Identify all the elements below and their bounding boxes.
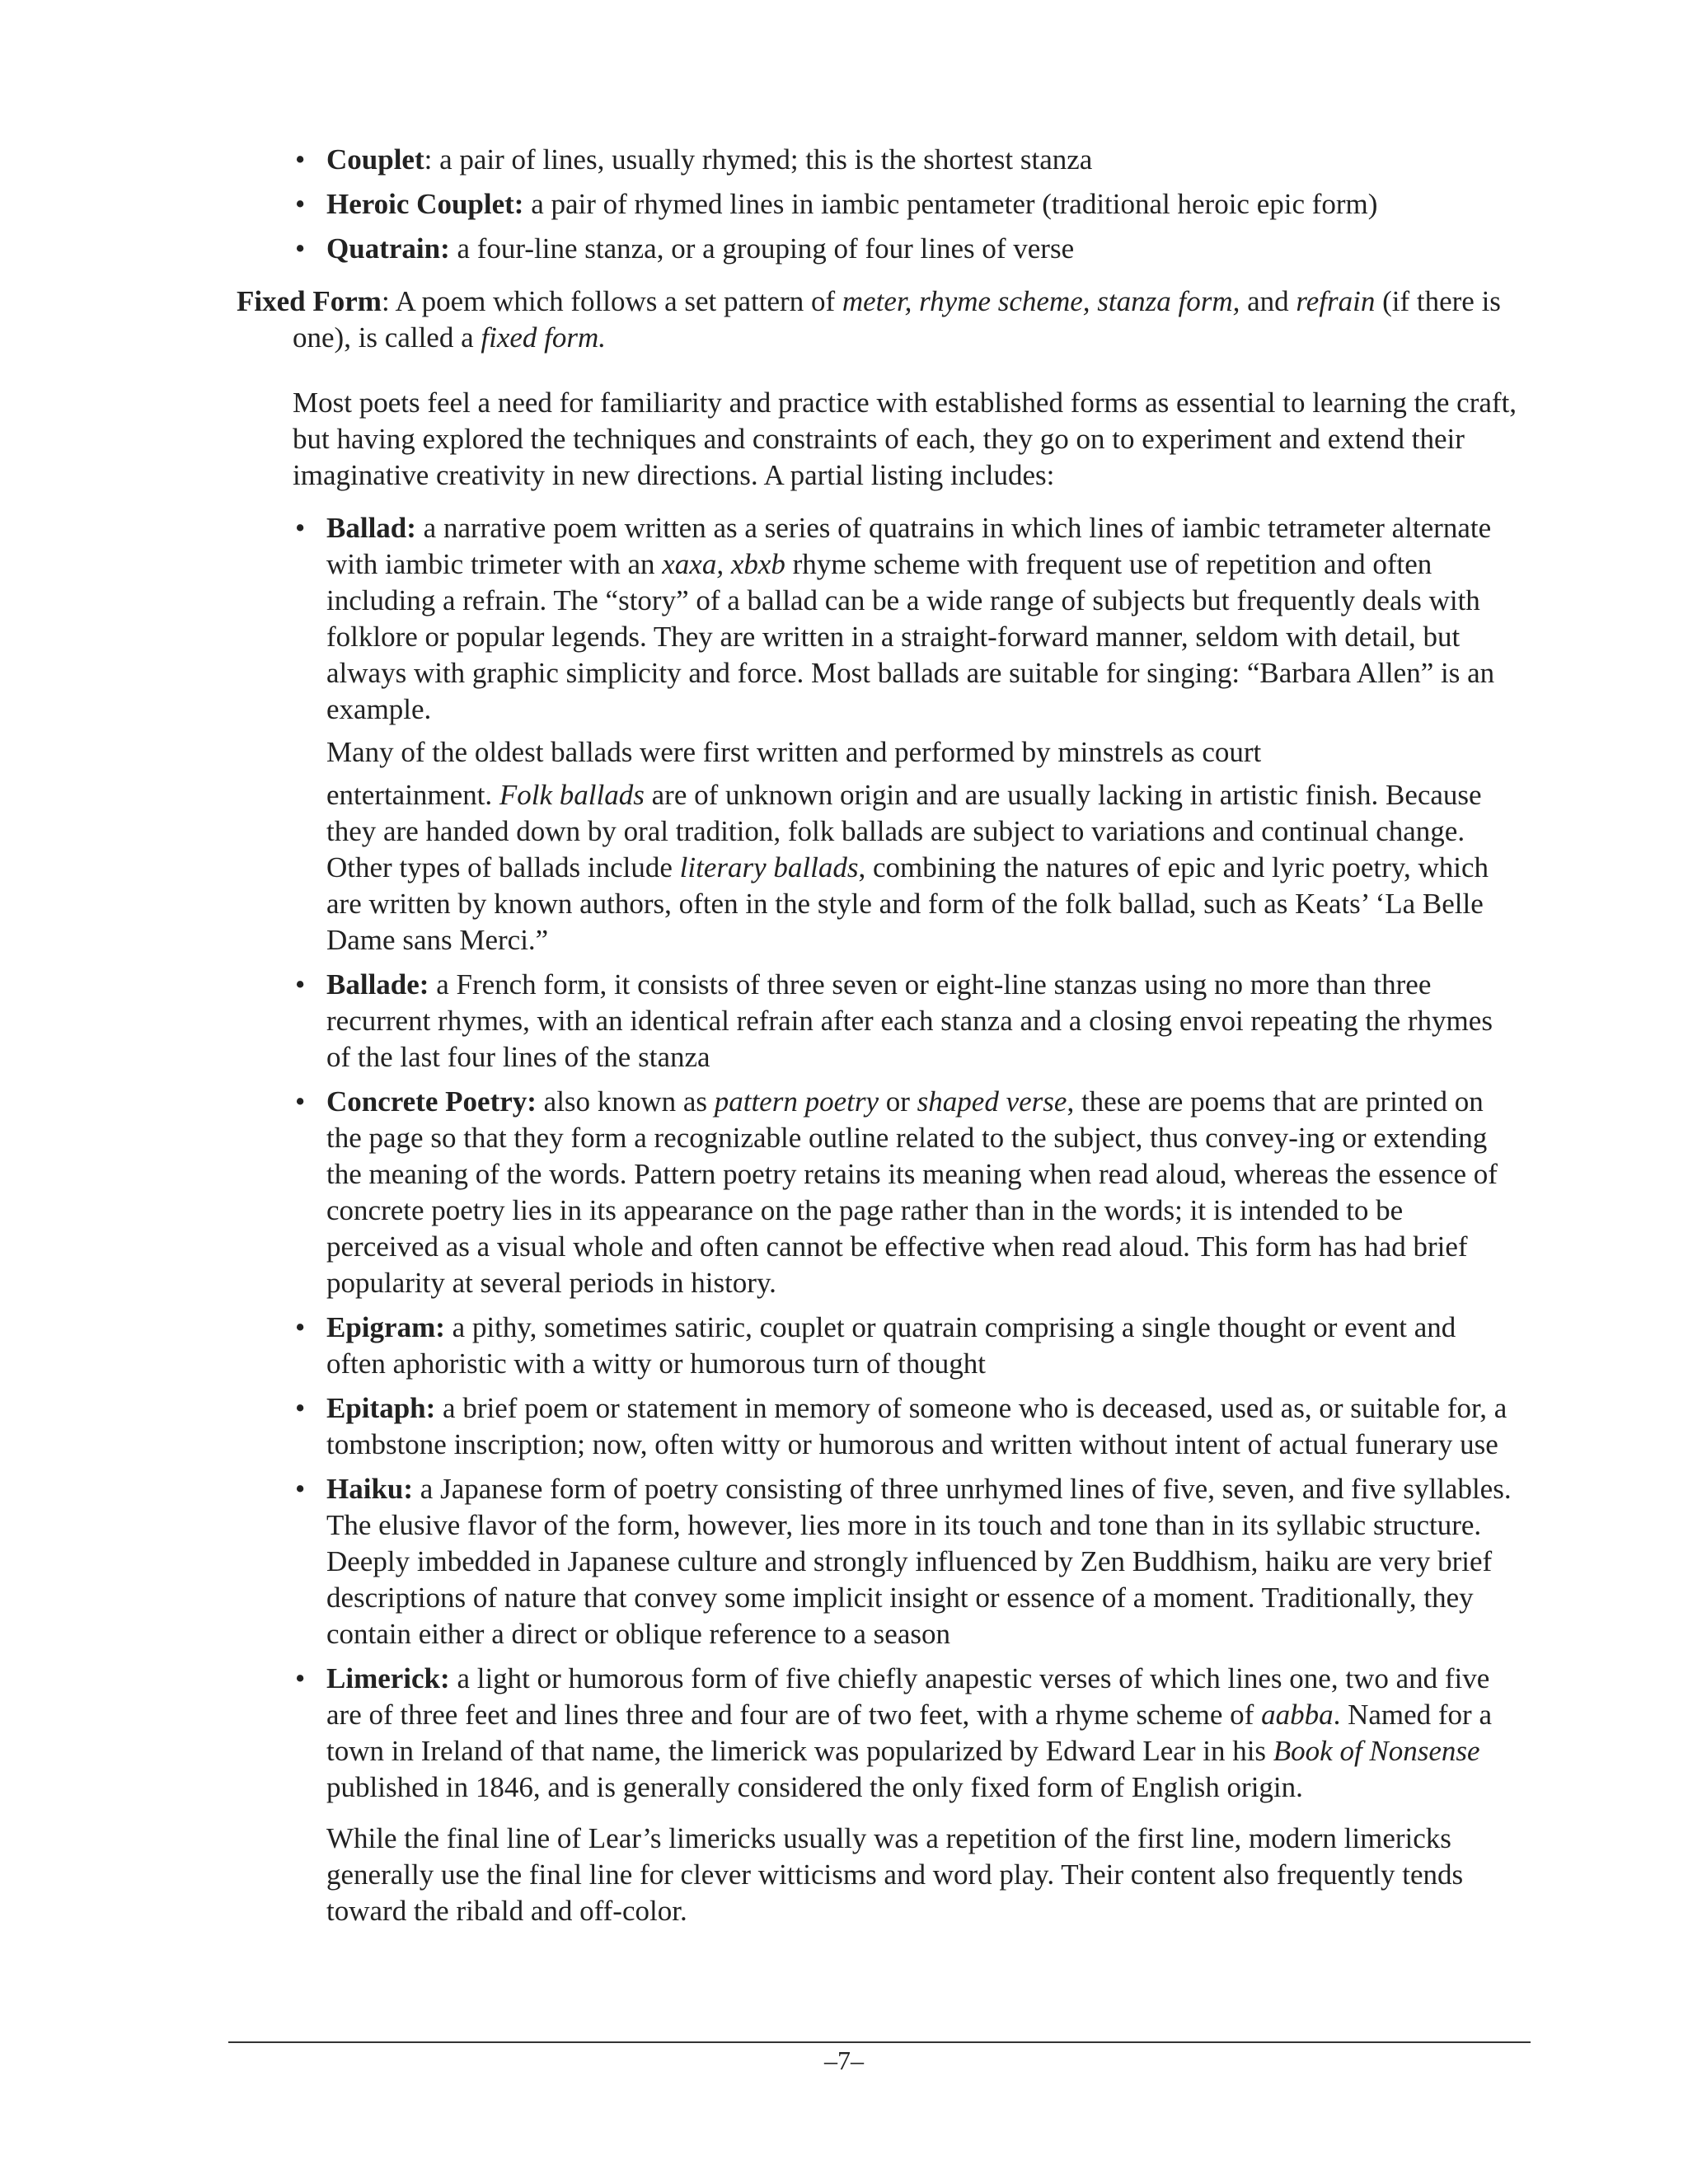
list-item-quatrain bbox=[326, 231, 1513, 267]
text: rhyme scheme with frequent use of repetition and often including a refrain. The “story” of a ballad can be a wide range of subjects but frequently deals with folklore or popular legends. They are written in a straight-forward manner, seldom with detail, but always with graphic simplicity and force. Most ballads are suitable for singing: “Barbara Allen” is an example. bbox=[326, 548, 1495, 725]
term-epitaph: Epitaph: bbox=[326, 1392, 436, 1424]
limerick-para-1 bbox=[326, 1661, 1513, 1806]
page-content bbox=[237, 142, 1531, 1938]
italic-text: pattern poetry bbox=[714, 1085, 879, 1118]
term-epigram: Epigram: bbox=[326, 1311, 445, 1343]
italic-text: fixed form. bbox=[481, 321, 607, 354]
text: . Named for a town in Ireland of that name, the limerick was popularized by Edward Lear in his bbox=[326, 1699, 1492, 1767]
term-couplet: Couplet bbox=[326, 143, 424, 176]
italic-text: meter, rhyme scheme, stanza form, bbox=[842, 285, 1240, 317]
text: also known as bbox=[536, 1085, 715, 1118]
limerick-para-2: While the final line of Lear’s limericks usually was a repetition of the first line, modern limericks generally use the final line for clever witticisms and word play. Their content also frequently tends toward the ribald and off-color. bbox=[326, 1822, 1464, 1927]
definition-heroic-couplet: a pair of rhymed lines in iambic pentameter (traditional heroic epic form) bbox=[531, 188, 1378, 220]
text: a pithy, sometimes satiric, couplet or quatrain comprising a single thought or event and often aphoristic with a witty or humorous turn of thought bbox=[326, 1311, 1456, 1380]
italic-text: xaxa, xbxb bbox=[662, 548, 785, 580]
list-item-haiku bbox=[326, 1471, 1513, 1652]
term-fixed-form: Fixed Form bbox=[237, 285, 382, 317]
list-item-couplet bbox=[326, 142, 1513, 178]
list-item-concrete-poetry bbox=[326, 1084, 1513, 1301]
footer-rule bbox=[228, 2041, 1531, 2043]
text: a light or humorous form of five chiefly anapestic verses of which lines one, two and five are of three feet and lines three and four are of two feet, with a rhyme scheme of bbox=[326, 1662, 1490, 1731]
fixed-form-intro: Most poets feel a need for familiarity and practice with established forms as essential to learning the craft, but having explored the techniques and constraints of each, they go on to experiment and extend their imaginative creativity in new directions. A partial listing includes: bbox=[293, 387, 1517, 491]
text: or bbox=[879, 1085, 917, 1118]
list-item-limerick bbox=[326, 1661, 1513, 1929]
text: are of unknown origin and are usually lacking in artistic finish. Because they are handed down by oral tradition, folk ballads are subject to variations and continual change. Other types of ballads include bbox=[326, 779, 1482, 883]
term-ballade: Ballade: bbox=[326, 968, 429, 1001]
list-item-ballad bbox=[326, 510, 1513, 958]
text: : A poem which follows a set pattern of bbox=[381, 285, 842, 317]
list-item-epigram bbox=[326, 1310, 1513, 1382]
text: a Japanese form of poetry consisting of three unrhymed lines of five, seven, and five syllables. The elusive flavor of the form, however, lies more in its touch and tone than in its syllabic structure. Deeply imbedded in Japanese culture and strongly influenced by Zen Buddhism, haiku are very brief descriptions of nature that convey some implicit insight or essence of a moment. Traditionally, they contain either a direct or oblique reference to a season bbox=[326, 1473, 1512, 1650]
text: (if there is one), is called a bbox=[293, 285, 1501, 354]
text: a brief poem or statement in memory of someone who is deceased, used as, or suitable for, a tombstone inscription; now, often witty or humorous and written without intent of actual funerary use bbox=[326, 1392, 1507, 1460]
list-item-epitaph bbox=[326, 1390, 1513, 1463]
italic-text: shaped verse bbox=[917, 1085, 1067, 1118]
text: entertainment. bbox=[326, 779, 499, 811]
italic-text: Book of Nonsense bbox=[1273, 1735, 1480, 1767]
stanza-terms-list bbox=[237, 142, 1531, 267]
page-number: –7– bbox=[824, 2046, 864, 2075]
text: a narrative poem written as a series of quatrains in which lines of iambic tetrameter alternate with iambic trimeter with an bbox=[326, 512, 1492, 580]
text: , combining the natures of epic and lyric poetry, which are written by known authors, often in the style and form of the folk ballad, such as Keats’ ‘La Belle Dame sans Merci.” bbox=[326, 851, 1489, 956]
term-concrete-poetry: Concrete Poetry: bbox=[326, 1085, 537, 1118]
text: a French form, it consists of three seven or eight-line stanzas using no more than three recurrent rhymes, with an identical refrain after each stanza and a closing envoi repeating the rhymes of the last four lines of the stanza bbox=[326, 968, 1493, 1073]
italic-text: literary ballads bbox=[679, 851, 859, 883]
list-item-heroic-couplet bbox=[326, 186, 1513, 223]
italic-text: refrain bbox=[1296, 285, 1376, 317]
text: , these are poems that are printed on the page so that they form a recognizable outline related to the subject, thus convey-ing or extending the meaning of the words. Pattern poetry retains its meaning when read aloud, whereas the essence of concrete poetry lies in its appearance on the page rather than in the words; it is intended to be perceived as a visual whole and often cannot be effective when read aloud. This form has had brief popularity at several periods in history. bbox=[326, 1085, 1498, 1299]
definition-couplet: a pair of lines, usually rhymed; this is the shortest stanza bbox=[439, 143, 1093, 176]
term-heroic-couplet: Heroic Couplet: bbox=[326, 188, 524, 220]
ballad-para-2-line-1: Many of the oldest ballads were first written and performed by minstrels as court bbox=[326, 736, 1262, 768]
definition-quatrain: a four-line stanza, or a grouping of four lines of verse bbox=[457, 232, 1075, 265]
italic-text: aabba bbox=[1261, 1699, 1334, 1731]
fixed-form-definition bbox=[237, 284, 1531, 356]
text: published in 1846, and is generally considered the only fixed form of English origin. bbox=[326, 1771, 1303, 1803]
term-ballad: Ballad: bbox=[326, 512, 416, 544]
separator: : bbox=[424, 143, 440, 176]
text: and bbox=[1240, 285, 1296, 317]
ballad-para-2-rest bbox=[326, 777, 1513, 958]
term-limerick: Limerick: bbox=[326, 1662, 450, 1694]
separator bbox=[523, 188, 531, 220]
fixed-forms-list bbox=[237, 510, 1531, 1929]
term-quatrain: Quatrain: bbox=[326, 232, 450, 265]
italic-text: Folk ballads bbox=[499, 779, 645, 811]
term-haiku: Haiku: bbox=[326, 1473, 414, 1505]
list-item-ballade bbox=[326, 967, 1513, 1076]
ballad-para-1 bbox=[326, 510, 1513, 728]
